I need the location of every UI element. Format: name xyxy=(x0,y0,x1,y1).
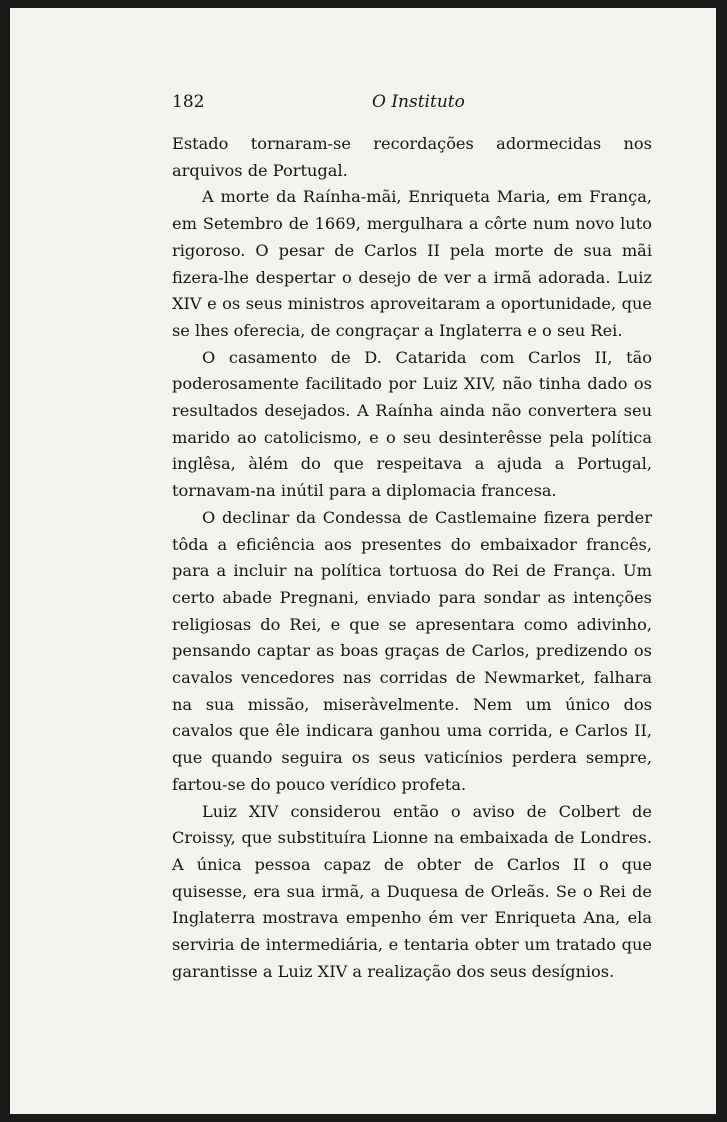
paragraph: Luiz XIV considerou então o aviso de Colbert de Croissy, que substituíra Lionne na embaixada de Londres. A única pessoa capaz de obter de Carlos II o que quisesse, era sua irmã, a Duquesa de Orleãs. Se o Rei de Inglaterra mostrava empenho ém ver Enriqueta Ana, ela serviria de intermediária, e tentaria obter um tratado que garantisse a Luiz XIV a realização dos seus desígnios. xyxy=(172,801,652,981)
page-number: 182 xyxy=(172,92,205,112)
paragraph: O declinar da Condessa de Castlemaine fizera perder tôda a eficiência aos presentes do embaixador francês, para a incluir na política tortuosa do Rei de França. Um certo abade Pregnani, enviado para sondar as intenções religiosas do Rei, e que se apresentara como adivinho, pensando captar as boas graças de Carlos, predizendo os cavalos vencedores nas corridas de Newmarket, falhara na sua missão, miseràvelmente. Nem um único dos cavalos que êle indicara ganhou uma corrida, e Carlos II, que quando seguira os seus vaticínios perdera sempre, fartou-se do pouco verídico profeta. xyxy=(172,507,652,794)
paragraph: O casamento de D. Catarida com Carlos II, tão poderosamente facilitado por Luiz XIV, não tinha dado os resultados desejados. A Raínha ainda não convertera seu marido ao catolicismo, e o seu desinterêsse pela política inglêsa, àlém do que respeitava a ajuda a Portugal, tornavam-na inútil para a diplomacia francesa. xyxy=(172,347,652,501)
paragraph: Estado tornaram-se recordações adormecidas nos arquivos de Portugal. xyxy=(172,134,652,180)
paragraph: A morte da Raínha-mãi, Enriqueta Maria, em França, em Setembro de 1669, mergulhara a côrte num novo luto rigoroso. O pesar de Carlos II pela morte de sua mãi fizera-lhe despertar o desejo de ver a irmã adorada. Luiz XIV e os seus ministros aproveitaram a oportunidade, que se lhes oferecia, de congraçar a Inglaterra e o seu Rei. xyxy=(172,187,652,340)
running-title: O Instituto xyxy=(372,92,465,112)
body-text xyxy=(172,131,652,986)
book-page xyxy=(10,8,716,1114)
page-header xyxy=(172,92,652,122)
